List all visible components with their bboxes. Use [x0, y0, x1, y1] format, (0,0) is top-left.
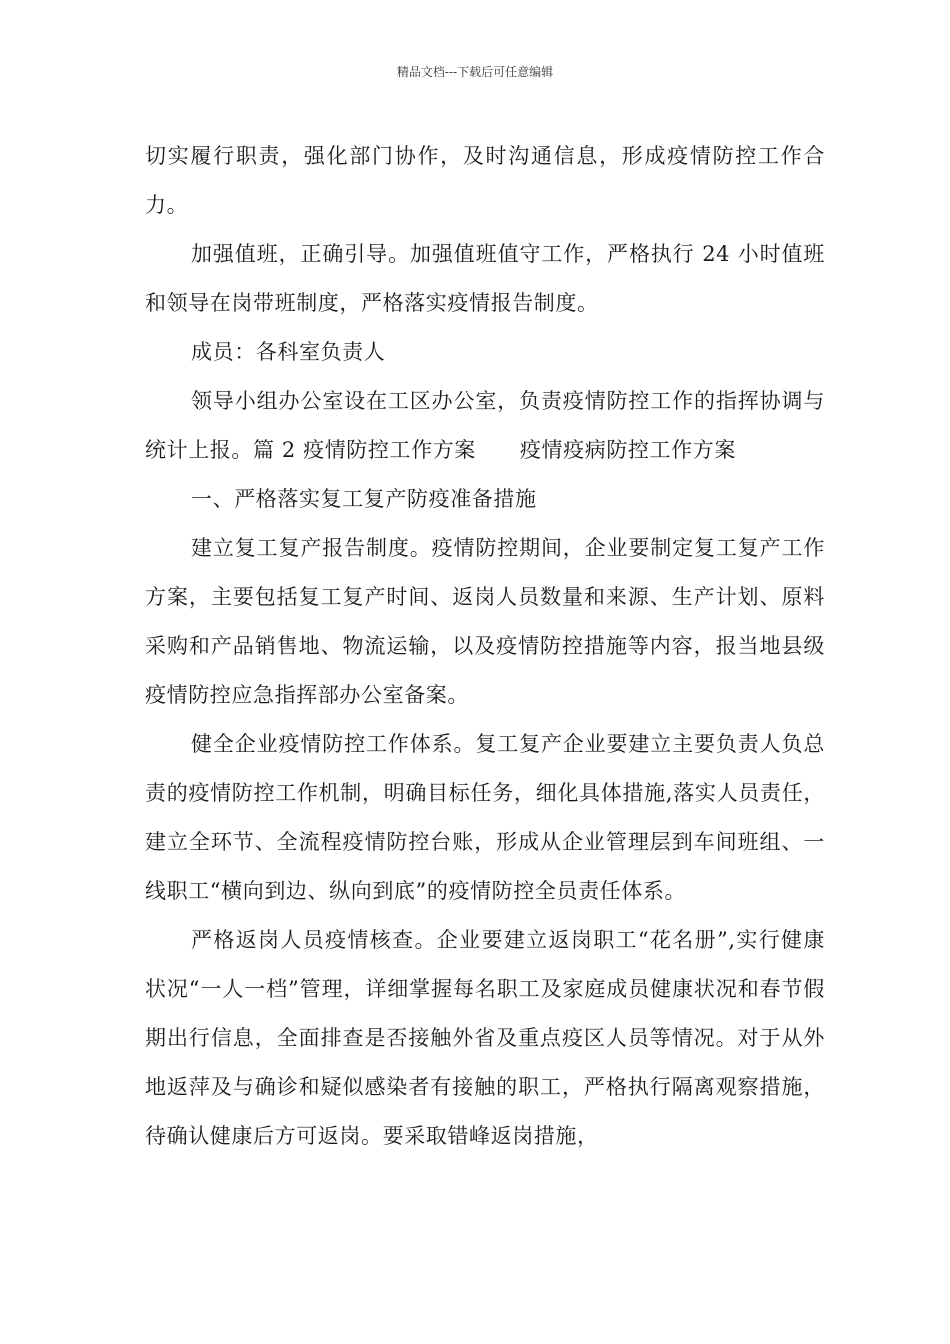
paragraph-2: 加强值班，正确引导。加强值班值守工作，严格执行 24 小时值班和领导在岗带班制度，严格落实疫情报告制度。: [145, 242, 825, 315]
paragraph-6: 建立复工复产报告制度。疫情防控期间，企业要制定复工复产工作方案，主要包括复工复产时间、返岗人员数量和来源、生产计划、原料采购和产品销售地、物流运输，以及疫情防控措施等内容，报当地县级疫情防控应急指挥部办公室备案。: [145, 536, 825, 707]
document-body: [145, 132, 825, 1161]
paragraph-4: [145, 377, 825, 475]
paragraph-8: 严格返岗人员疫情核查。企业要建立返岗职工“花名册”,实行健康状况“一人一档”管理，详细掌握每名职工及家庭成员健康状况和春节假期出行信息，全面排查是否接触外省及重点疫区人员等情况。对于从外地返萍及与确诊和疑似感染者有接触的职工，严格执行隔离观察措施，待确认健康后方可返岗。要采取错峰返岗措施，: [145, 928, 825, 1148]
paragraph-4-main: 领导小组办公室设在工区办公室，负责疫情防控工作的指挥协调与统计上报。篇 2 疫情防控工作方案: [145, 389, 825, 462]
paragraph-7: 健全企业疫情防控工作体系。复工复产企业要建立主要负责人负总责的疫情防控工作机制，明确目标任务，细化具体措施,落实人员责任，建立全环节、全流程疫情防控台账，形成从企业管理层到车间班组、一线职工“横向到边、纵向到底”的疫情防控全员责任体系。: [145, 732, 825, 903]
paragraph-3: 成员：各科室负责人: [191, 340, 386, 364]
page-header: 精品文档---下载后可任意编辑: [396, 65, 554, 79]
paragraph-4-tail: 疫情疫病防控工作方案: [519, 438, 736, 462]
section-heading-1: 一、严格落实复工复产防疫准备措施: [191, 487, 537, 511]
paragraph-1: 切实履行职责，强化部门协作，及时沟通信息，形成疫情防控工作合力。: [145, 144, 825, 217]
